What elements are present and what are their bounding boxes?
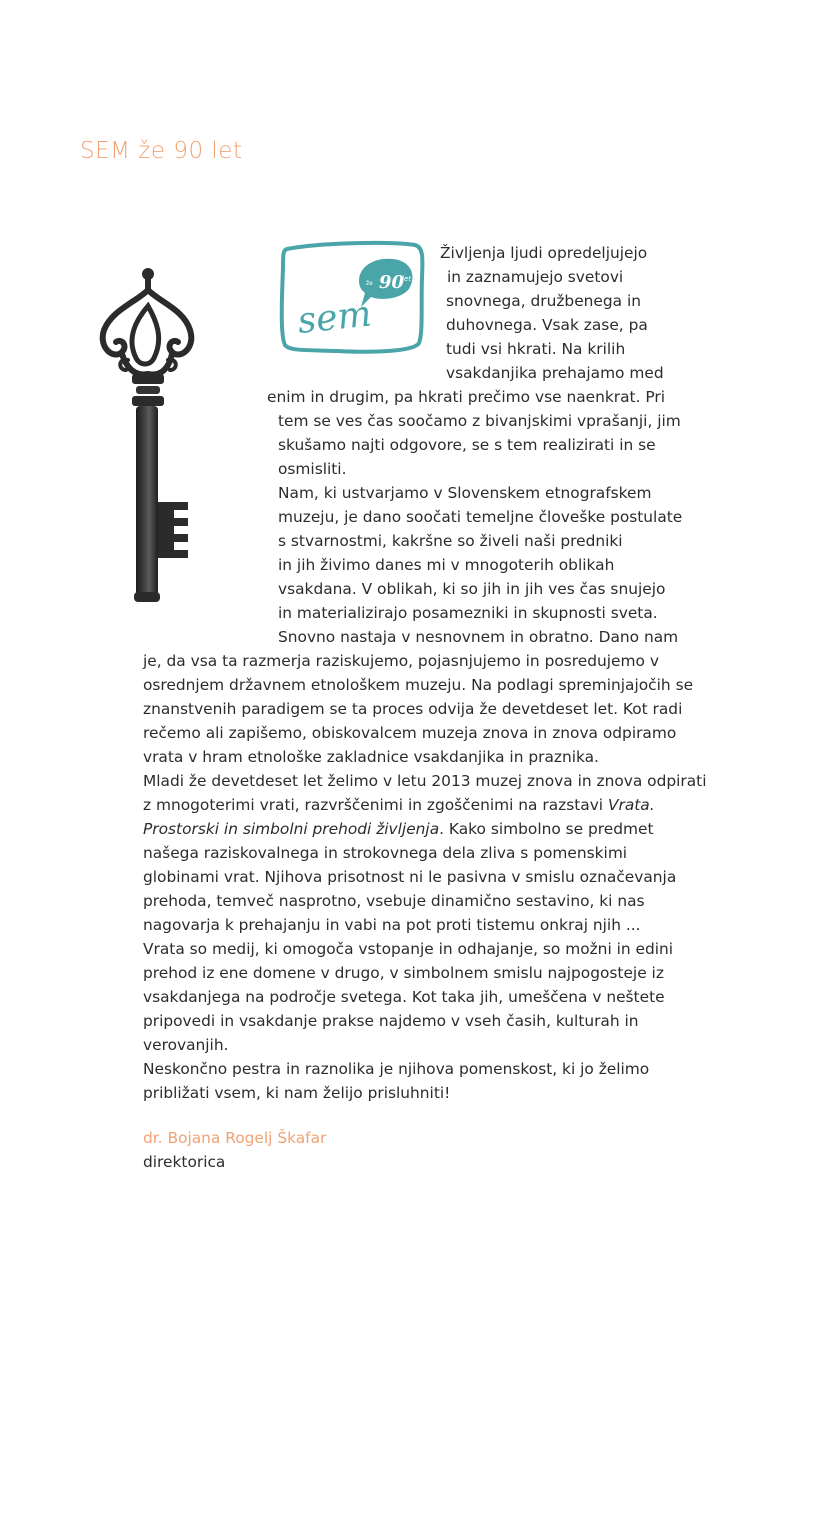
text-line: globinami vrat. Njihova prisotnost ni le pasivna v smislu označevanja (143, 868, 677, 886)
text-line: Mladi že devetdeset let želimo v letu 2013 muzej znova in znova odpirati (143, 772, 707, 790)
text-line: skušamo najti odgovore, se s tem realizirati in se (278, 436, 656, 454)
text-line: snovnega, družbenega in (446, 292, 642, 310)
text-line: verovanjih. (143, 1036, 229, 1054)
exhibition-title: Vrata. (607, 796, 655, 814)
text-line: in zaznamujejo svetovi (447, 268, 624, 286)
text-line: vsakdanjika prehajamo med (446, 364, 664, 382)
signature-role: direktorica (143, 1153, 226, 1171)
text-segment: z mnogoterimi vrati, razvrščenimi in zgoščenimi na razstavi (143, 796, 604, 814)
text-line: nagovarja k prehajanju in vabi na pot proti tistemu onkraj njih ... (143, 916, 641, 934)
text-line: s stvarnostmi, kakršne so živeli naši predniki (278, 532, 623, 550)
text-line: vsakdana. V oblikah, ki so jih in jih ves čas snujejo (278, 580, 666, 598)
text-line: muzeju, je dano soočati temeljne človeške postulate (278, 508, 683, 526)
text-line: znanstvenih paradigem se ta proces odvija že devetdeset let. Kot radi (143, 700, 683, 718)
logo-badge-small-right: let (402, 275, 411, 283)
text-line: in jih živimo danes mi v mnogoterih oblikah (278, 556, 615, 574)
exhibition-subtitle: Prostorski in simbolni prehodi življenja (143, 820, 440, 838)
text-line: vsakdanjega na področje svetega. Kot taka jih, umeščena v neštete (143, 988, 665, 1006)
text-line: Življenja ljudi opredeljujejo (440, 244, 648, 262)
text-line: prehod iz ene domene v drugo, v simbolnem smislu najpogosteje iz (143, 964, 664, 982)
page-title: SEM že 90 let (80, 138, 243, 164)
text-line: osrednjem državnem etnološkem muzeju. Na podlagi spreminjajočih se (143, 676, 694, 694)
text-line: Nam, ki ustvarjamo v Slovenskem etnografskem (278, 484, 652, 502)
text-line: prehoda, temveč nasprotno, vsebuje dinamično sestavino, ki nas (143, 892, 645, 910)
text-line: osmisliti. (278, 460, 347, 478)
text-line: je, da vsa ta razmerja raziskujemo, pojasnjujemo in posredujemo v (143, 652, 659, 670)
text-line: Neskončno pestra in raznolika je njihova pomenskost, ki jo želimo (143, 1060, 650, 1078)
text-line: duhovnega. Vsak zase, pa (446, 316, 648, 334)
text-segment: . Kako simbolno se predmet (439, 820, 654, 838)
text-line (143, 818, 654, 842)
signature-name: dr. Bojana Rogelj Škafar (143, 1129, 327, 1147)
text-line: tem se ves čas soočamo z bivanjskimi vprašanji, jim (278, 412, 681, 430)
text-line: Vrata so medij, ki omogoča vstopanje in odhajanje, so možni in edini (143, 940, 674, 958)
text-line: Snovno nastaja v nesnovnem in obratno. Dano nam (278, 628, 679, 646)
text-line: enim in drugim, pa hkrati prečimo vse naenkrat. Pri (267, 388, 665, 406)
text-line: pripovedi in vsakdanje prakse najdemo v vseh časih, kulturah in (143, 1012, 639, 1030)
text-line: vrata v hram etnološke zakladnice vsakdanjika in praznika. (143, 748, 599, 766)
text-line: in materializirajo posamezniki in skupnosti sveta. (278, 604, 658, 622)
sem-90-let-logo (277, 237, 427, 357)
text-line: rečemo ali zapišemo, obiskovalcem muzeja znova in znova odpiramo (143, 724, 677, 742)
logo-badge-small-left: že (366, 280, 373, 287)
antique-key-icon (92, 262, 202, 607)
text-line: tudi vsi hkrati. Na krilih (446, 340, 626, 358)
text-line: približati vsem, ki nam želijo prisluhniti! (143, 1084, 451, 1102)
text-line (143, 794, 655, 818)
logo-badge-number: 90 (379, 272, 405, 293)
text-line: našega raziskovalnega in strokovnega dela zliva s pomenskimi (143, 844, 628, 862)
logo-main-text: sem (295, 293, 374, 342)
